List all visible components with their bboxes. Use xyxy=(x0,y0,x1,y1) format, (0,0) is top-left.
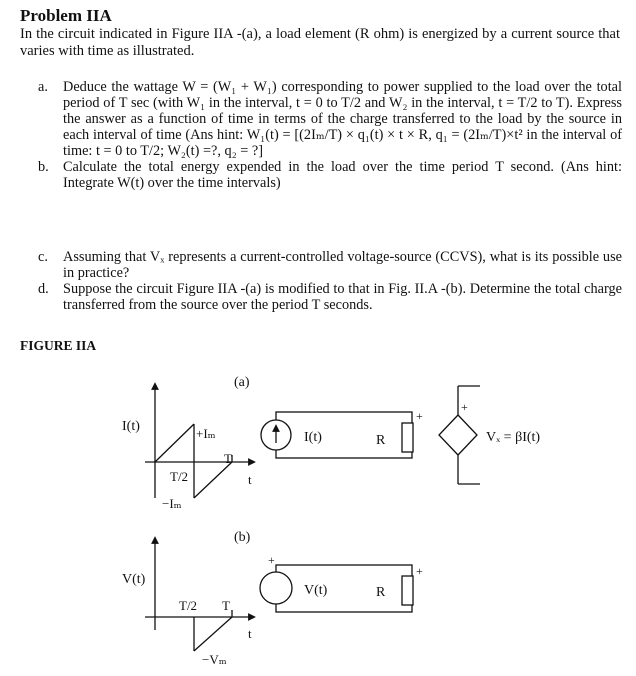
question-b-label: b. xyxy=(38,159,49,175)
graph-a-ramp-back xyxy=(194,462,232,498)
fig-b-caption: (b) xyxy=(234,530,251,545)
load-resistor-b xyxy=(402,576,413,605)
question-a-text: Deduce the wattage W = (W₁ + W₁) corresponding to power supplied to the load over the total period of T sec (with W₁ in the interval, t = 0 to T/2 and W₂ in the interval, t = T/2 to T). Express the answer as a function of time in terms of the charge transferred to the load by the source in each interval of time (Ans hint: W₁(t) = [(2Iₘ/T) × q₁(t) × t × R, q₁ = (2Iₘ/T)×t² in the interval of time: t = 0 to T/2; W₂(t) =?, q₂ = ?] xyxy=(63,79,622,159)
graph-a-half-label: T/2 xyxy=(170,469,189,484)
current-source-label: I(t) xyxy=(304,430,322,445)
graph-b-half-label: T/2 xyxy=(179,598,198,613)
question-c-text: Assuming that Vₓ represents a current-controlled voltage-source (CCVS), what is its possible use in practice? xyxy=(63,249,622,281)
question-a-label: a. xyxy=(38,79,48,95)
graph-a-trough-label: −Iₘ xyxy=(162,496,182,511)
problem-intro: In the circuit indicated in Figure IIA -(a), a load element (R ohm) is energized by a current source that varies with time as illustrated. xyxy=(20,26,620,59)
load-label-b: R xyxy=(376,585,386,600)
voltage-source-b xyxy=(260,572,292,604)
ccvs-diamond xyxy=(439,415,477,455)
question-d-label: d. xyxy=(38,281,49,297)
ccvs-plus: + xyxy=(461,400,468,414)
source-plus-b: + xyxy=(268,553,275,567)
circuit-b-loop xyxy=(276,565,412,612)
question-d-text: Suppose the circuit Figure IIA -(a) is modified to that in Fig. II.A -(b). Determine the total charge transferred from the source over the period T seconds. xyxy=(63,281,622,313)
load-label-a: R xyxy=(376,433,386,448)
circuit-a xyxy=(261,386,480,484)
graph-a-time-label: t xyxy=(248,472,252,487)
graph-a-peak-label: +Iₘ xyxy=(196,426,216,441)
figure-label: FIGURE IIA xyxy=(20,338,97,353)
graph-b-time-label: t xyxy=(248,626,252,641)
voltage-source-label: V(t) xyxy=(304,583,328,598)
graph-a-ylabel: I(t) xyxy=(122,419,140,434)
circuit-a-loop xyxy=(276,412,412,458)
graph-b-ylabel: V(t) xyxy=(122,572,146,587)
load-resistor-a xyxy=(402,423,413,452)
graph-b xyxy=(145,540,252,651)
ccvs-label: Vₓ = βI(t) xyxy=(486,430,541,445)
fig-a-caption: (a) xyxy=(234,375,250,390)
load-plus-b: + xyxy=(416,564,423,578)
graph-a-period-label: T xyxy=(224,451,232,466)
load-plus-a: + xyxy=(416,409,423,423)
question-b-text: Calculate the total energy expended in the load over the time period T second. (Ans hint: Integrate W(t) over the time intervals) xyxy=(63,159,622,191)
graph-a xyxy=(145,386,252,498)
graph-b-period-label: T xyxy=(222,598,230,613)
graph-b-trough-label: −Vₘ xyxy=(202,652,227,667)
circuit-b xyxy=(260,565,413,612)
question-c-label: c. xyxy=(38,249,48,265)
problem-title: Problem IIA xyxy=(20,6,112,25)
graph-b-ramp-back xyxy=(194,617,232,651)
graph-a-ramp-up xyxy=(155,424,194,462)
